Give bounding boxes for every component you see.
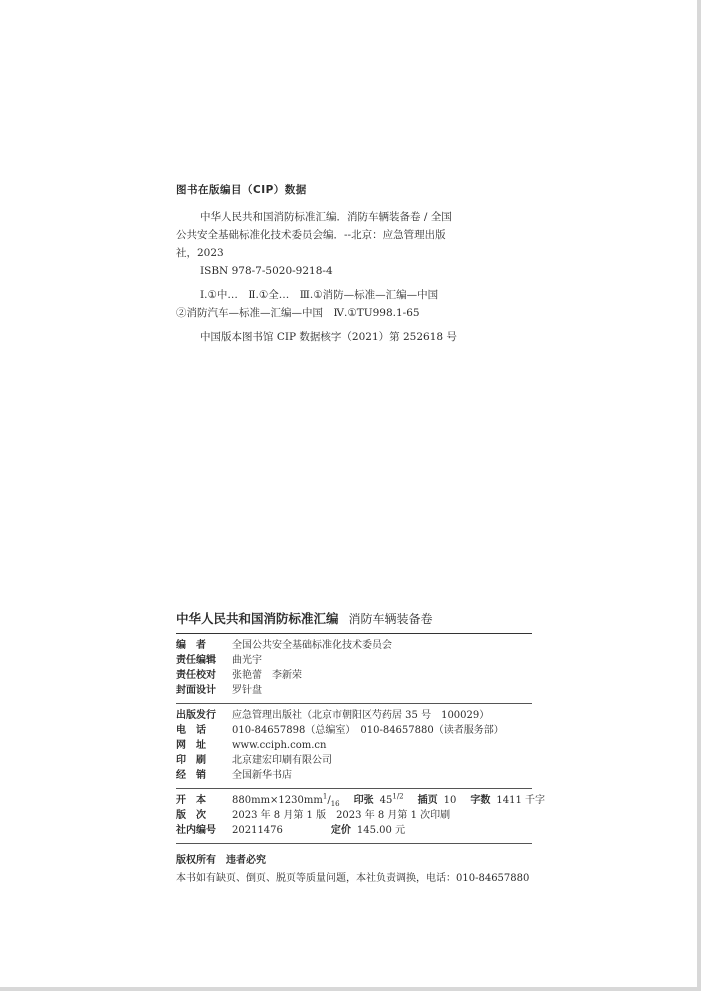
chief-editor-label: 责任编辑	[176, 655, 216, 666]
cip-subject-line: ②消防汽车—标准—汇编—中国 Ⅳ.①TU998.1-65	[176, 307, 420, 319]
printer-row	[176, 753, 532, 768]
price-label: 定价	[330, 825, 351, 836]
publisher-block	[176, 704, 532, 788]
words-label: 字数	[470, 795, 491, 806]
cip-isbn: ISBN 978-7-5020-9218-4	[200, 265, 333, 277]
sheets-fraction: 1/2	[392, 792, 404, 801]
website-value: www.cciph.com.cn	[232, 740, 327, 751]
sheets-label: 印张	[353, 795, 374, 806]
publisher-value: 应急管理出版社（北京市朝阳区芍药居 35 号 100029）	[232, 710, 490, 721]
rights-notice: 本书如有缺页、倒页、脱页等质量问题，本社负责调换，电话：010-84657880	[176, 873, 530, 884]
proofreader-label: 责任校对	[176, 670, 216, 681]
printer-value: 北京建宏印刷有限公司	[232, 755, 332, 766]
format-size: 880mm×1230mm	[232, 795, 323, 806]
format-denominator: 16	[330, 800, 340, 808]
editor-value: 全国公共安全基础标准化技术委员会	[232, 640, 392, 651]
phone-value: 010-84657898（总编室） 010-84657880（读者服务部）	[232, 725, 504, 736]
chief-editor-row	[176, 653, 532, 668]
publisher-row	[176, 708, 532, 723]
distributor-label: 经 销	[176, 770, 206, 781]
cip-desc-line: 公共安全基础标准化技术委员会编．--北京：应急管理出版	[176, 229, 446, 241]
cip-block	[176, 181, 476, 346]
book-title-sub: 消防车辆装备卷	[348, 612, 433, 626]
rights-title	[176, 852, 532, 870]
book-title-main: 中华人民共和国消防标准汇编	[176, 611, 339, 626]
rights-warning: 违者必究	[226, 855, 266, 866]
proofreader-row	[176, 668, 532, 683]
cover-designer-row	[176, 683, 532, 698]
distributor-value: 全国新华书店	[232, 770, 292, 781]
website-label: 网 址	[176, 740, 206, 751]
specs-block	[176, 789, 545, 843]
format-value: $880mm\times 1230mm^1/_{16}$	[232, 792, 340, 808]
cip-heading: 图书在版编目（CIP）数据	[176, 184, 307, 196]
edition-value: 2023 年 8 月第 1 版 2023 年 8 月第 1 次印刷	[232, 810, 451, 821]
format-row	[176, 792, 545, 808]
edition-row	[176, 808, 532, 823]
plates-label: 插页	[417, 795, 438, 806]
phone-label: 电 话	[176, 725, 206, 736]
cip-cataloging-number: 中国版本图书馆 CIP 数据核字（2021）第 252618 号	[200, 331, 457, 343]
plates-value: 10	[443, 795, 457, 806]
internal-number-value: 20211476	[232, 825, 283, 836]
website-row	[176, 738, 532, 753]
rights-reserved: 版权所有	[176, 855, 216, 866]
cover-designer-value: 罗针盘	[232, 685, 262, 696]
internal-number-label: 社内编号	[176, 825, 216, 836]
edition-label: 版 次	[176, 810, 206, 821]
price-value: 145.00 元	[356, 825, 406, 836]
rights-block	[176, 844, 532, 888]
proofreader-value: 张艳蕾 李新荣	[232, 670, 302, 681]
editor-row	[176, 638, 532, 653]
editor-label: 编 者	[176, 640, 206, 651]
sheets-integer: 45	[379, 795, 393, 806]
words-value: 1411 千字	[496, 795, 545, 806]
cip-subject-line: Ⅰ.①中… Ⅱ.①全… Ⅲ.①消防—标准—汇编—中国	[200, 289, 439, 301]
colophon	[176, 609, 545, 888]
distributor-row	[176, 768, 532, 783]
sheets-value	[380, 793, 404, 808]
book-title	[176, 609, 532, 633]
publisher-label: 出版发行	[176, 710, 216, 721]
format-numerator: 1	[322, 792, 328, 801]
chief-editor-value: 曲光宇	[232, 655, 262, 666]
printer-label: 印 刷	[176, 755, 206, 766]
cip-desc-line: 社，2023	[176, 247, 224, 259]
format-label: 开 本	[176, 795, 206, 806]
phone-row	[176, 723, 532, 738]
internal-number-row	[176, 823, 532, 838]
cover-designer-label: 封面设计	[176, 685, 216, 696]
staff-block	[176, 634, 532, 703]
cip-desc-line: 中华人民共和国消防标准汇编．消防车辆装备卷 / 全国	[200, 211, 452, 223]
